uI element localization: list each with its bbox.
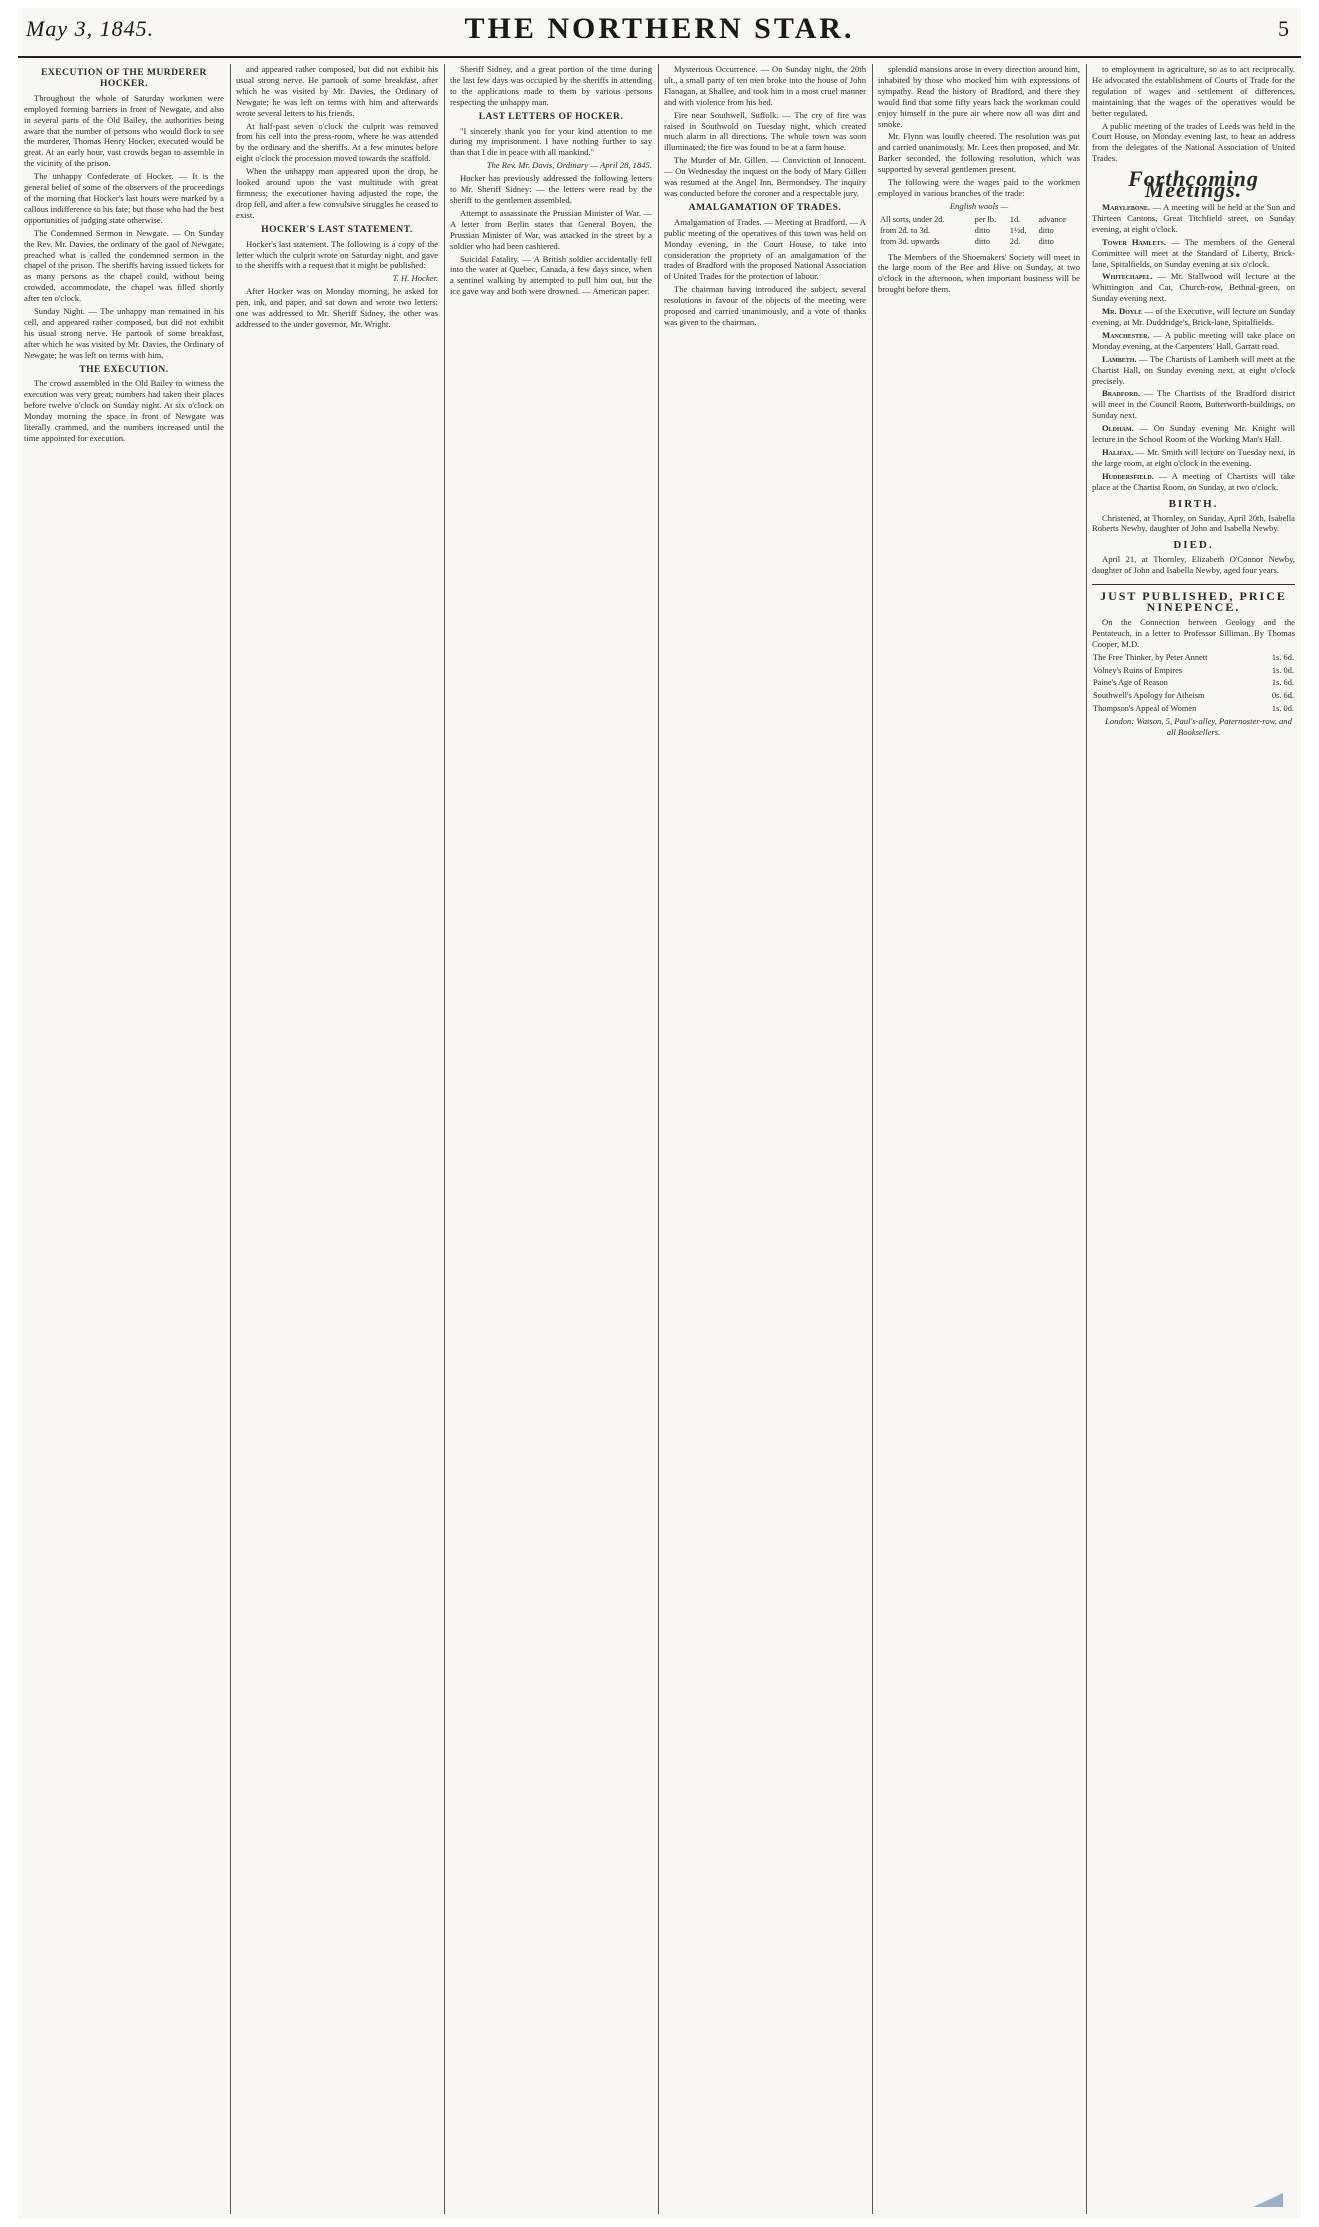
meeting-place: Lambeth. — [1102, 353, 1137, 364]
wage-table — [878, 215, 1080, 248]
newspaper-page — [18, 8, 1301, 2219]
meeting-place: Bradford. — [1102, 388, 1140, 399]
article-paragraph: to employment in agriculture, so as to act reciprocally. He advocated the establishment of Courts of Trade for the regulation of wages and settlement of differences, maintaining that the wages of the operatives would be better regulated. — [1092, 64, 1295, 118]
wage-cell-rate: ditto — [974, 236, 991, 246]
newspaper-title: THE NORTHERN STAR. — [464, 12, 855, 45]
advert-item — [1092, 652, 1295, 665]
article-paragraph: Attempt to assassinate the Prussian Minister of War. — A letter from Berlin states that General Boyen, the Prussian Minister of War, was attacked in the street by a soldier who had been cashiered. — [450, 207, 652, 251]
article-paragraph: Throughout the whole of Saturday workmen were employed forming barriers in front of Newgate, and also in several parts of the Old Bailey, the authorities being aware that the number of persons who would flock to see the murderer, Thomas Henry Hocker, executed would be great. At an early hour, vast crowds began to assemble in the vicinity of the prison. — [24, 92, 224, 169]
died-heading: DIED. — [1173, 539, 1214, 552]
meeting-notice: Lambeth. — The Chartists of Lambeth will meet at the Chartist Hall, on Sunday evening next, at eight o'clock precisely. — [1092, 353, 1295, 386]
meeting-place: Manchester. — [1102, 329, 1150, 340]
article-subheading: LAST LETTERS OF HOCKER. — [478, 111, 624, 122]
meeting-text: Mr. Stallwood will lecture at the Whittington and Cat, Church-row, Bethnal-green, on Sunday evening next. — [1092, 271, 1295, 304]
meeting-place: Oldham. — [1102, 423, 1134, 434]
article-subheading: THE EXECUTION. — [79, 364, 169, 375]
article-paragraph: splendid mansions arose in every direction around him, inhabited by those who mocked him with expressions of sympathy. Read the history of Bradford, and there they would find that some fifty years back the workman could enjoy himself in the pure air where now all was dirt and smoke. — [878, 64, 1080, 129]
meeting-text: Mr. Smith will lecture on Tuesday next, in the large room, at eight o'clock in the evening. — [1092, 447, 1295, 468]
wage-row — [878, 215, 1080, 226]
meeting-notice: Mr. Doyle — of the Executive, will lecture on Sunday evening, at Mr. Duddridge's, Brick-lane, Spitalfields. — [1092, 306, 1295, 328]
article-paragraph: Amalgamation of Trades. — Meeting at Bradford. — A public meeting of the operatives of this town was held on Monday evening, in the Court House, to take into consideration the propriety of an amalgamation of the trades of Bradford with the proposed National Association of United Trades for the protection of labour. — [664, 216, 866, 282]
article-paragraph: and appeared rather composed, but did not exhibit his usual strong nerve. He partook of some breakfast, after which he was visited by Mr. Davies, the Ordinary of Newgate; he was left on terms with him and afterwards wrote several letters to his friends. — [236, 64, 438, 118]
article-paragraph: Sunday Night. — The unhappy man remained in his cell, and appeared rather composed, but did not exhibit his usual strong nerve. He partook of some breakfast, after which he was visited by Mr. Davies, the Ordinary of Newgate; he was left on terms with him. — [24, 306, 224, 360]
article-subheading: AMALGAMATION OF TRADES. — [688, 202, 842, 213]
article-paragraph: Fire near Southwell, Suffolk. — The cry of fire was raised in Southwold on Tuesday night, which created much alarm in all directions. The whole town was soon illuminated; the fire was found to be at a farm house. — [664, 109, 866, 153]
advert-price-list — [1092, 652, 1295, 717]
meeting-notice: Marylebone. — A meeting will be held at the Sun and Thirteen Cantons, Great Titchfield street, on Sunday evening, at eight o'clock. — [1092, 201, 1295, 234]
meeting-text: A meeting will be held at the Sun and Thirteen Cantons, Great Titchfield street, on Sunday evening, at eight o'clock. — [1092, 201, 1295, 234]
wage-cell-advance: advance — [1038, 214, 1066, 224]
article-paragraph: The Murder of Mr. Gillen. — Conviction of Innocent. — On Wednesday the inquest on the body of Mary Gillen was resumed at the Angel Inn, Bermondsey. The inquiry was conducted before the coroner and a respectable jury. — [664, 155, 866, 198]
column-rule — [1086, 64, 1087, 2214]
column-5 — [878, 64, 1080, 2214]
column-6 — [1092, 64, 1295, 2214]
advert-item-price: 1s. 0d. — [1271, 704, 1294, 714]
letter-signoff: T. H. Hocker. — [392, 273, 438, 284]
advert-item-price: 1s. 6d. — [1271, 652, 1294, 662]
article-paragraph: Sheriff Sidney, and a great portion of the time during the last few days was occupied by the sheriffs in attending to the applications made to them by various persons respecting the unhappy man. — [450, 64, 652, 107]
issue-date: May 3, 1845. — [26, 16, 155, 41]
meeting-place: Mr. Doyle — [1102, 306, 1143, 317]
article-paragraph: Mr. Flynn was loudly cheered. The resolution was put and carried unanimously. Mr. Lees then proposed, and Mr. Barker seconded, the following resolution, which was supported by several gentlemen present. — [878, 131, 1080, 175]
advert-item — [1092, 665, 1295, 678]
meetings-list — [1092, 202, 1295, 493]
meeting-text: A public meeting will take place on Monday evening, at the Carpenters' Hall, Garratt road. — [1092, 329, 1295, 351]
letter-signature: The Rev. Mr. Davis, Ordinary — April 28, 1845. — [486, 160, 652, 171]
advert-item-price: 1s. 0d. — [1271, 665, 1294, 675]
birth-notice: Christened, at Thornley, on Sunday, April 20th, Isabella Roberts Newby, daughter of John and Isabella Newby. — [1092, 512, 1295, 534]
article-subheading: HOCKER'S LAST STATEMENT. — [261, 224, 413, 235]
forthcoming-meetings-title: Forthcoming Meetings. — [1128, 166, 1259, 203]
meeting-notice: Whitechapel. — Mr. Stallwood will lecture at the Whittington and Cat, Church-row, Bethnal-green, on Sunday evening next. — [1092, 271, 1295, 304]
article-paragraph: When the unhappy man appeared upon the drop, he looked around upon the vast multitude with great firmness; the executioner having adjusted the rope, the drop fell, and after a few convulsive struggles he ceased to exist. — [236, 166, 438, 220]
page-number: 5 — [1278, 16, 1289, 41]
advert-item-name: The Free Thinker, by Peter Annett — [1093, 652, 1208, 662]
meeting-notice: Tower Hamlets. — The members of the General Committee will meet at the Standard of Liberty, Brick-lane, Spitalfields, on Sunday evening at six o'clock. — [1092, 236, 1295, 269]
column-rule — [658, 64, 659, 2214]
meeting-text: of the Executive, will lecture on Sunday evening, at Mr. Duddridge's, Brick-lane, Spitalfields. — [1092, 306, 1295, 328]
article-paragraph: Suicidal Fatality. — A British soldier accidentally fell into the water at Quebec, Canada, a few days since, when a sentinel walking by attempted to pull him out, but the ice gave way and both were drowned. — American paper. — [450, 253, 652, 297]
masthead — [18, 8, 1301, 58]
article-paragraph: Hocker has previously addressed the following letters to Mr. Sheriff Sidney: — the letters were read by the sheriff to the gentlemen assembled. — [450, 173, 652, 205]
column-3 — [450, 64, 652, 2214]
meeting-notice: Oldham. — On Sunday evening Mr. Knight will lecture in the School Room of the Working Man's Hall. — [1092, 423, 1295, 445]
wage-table-caption: English wools — — [949, 200, 1009, 211]
wage-cell-advance: ditto — [1038, 236, 1054, 246]
meeting-text: The members of the General Committee will meet at the Standard of Liberty, Brick-lane, Spitalfields, on Sunday evening at six o'clock. — [1092, 236, 1295, 269]
meeting-text: The Chartists of the Bradford district will meet in the Council Room, Butterworth-buildings, on Sunday next. — [1092, 388, 1295, 421]
article-paragraph: The unhappy Confederate of Hocker. — It is the general belief of some of the observers of the proceedings of the morning that Hocker's last hours were marked by a callous indifference to his fate; but those who had the best opportunities of judging state otherwise. — [24, 171, 224, 225]
advert-publisher: London: Watson, 5, Paul's-alley, Paternoster-row, and all Booksellers. — [1105, 716, 1292, 738]
wage-row — [878, 226, 1080, 237]
wage-cell-amount: 2d. — [1009, 236, 1021, 246]
article-paragraph: Hocker's last statement. The following is a copy of the letter which the culprit wrote on Saturday night, and gave to the sheriffs with a request that it might be published: — [236, 238, 438, 271]
birth-heading: BIRTH. — [1168, 497, 1219, 510]
advert-subtitle: On the Connection between Geology and the Pentateuch, in a letter to Professor Silliman. By Thomas Cooper, M.D. — [1092, 616, 1295, 649]
article-paragraph: Mysterious Occurrence. — On Sunday night, the 20th ult., a small party of ten men broke into the house of John Flanagan, at Shallee, and took him in a most cruel manner and with violence from his bed. — [664, 64, 866, 107]
advert-item-name: Paine's Age of Reason — [1093, 678, 1168, 688]
column-2 — [236, 64, 438, 2214]
article-paragraph: The following were the wages paid to the workmen employed in various branches of the trade: — [878, 177, 1080, 198]
column-4 — [664, 64, 866, 2214]
article-paragraph: After Hocker was on Monday morning, he asked for pen, ink, and paper, and sat down and wrote two letters: one was addressed to Mr. Sheriff Sidney, the other was addressed to the under governor, Mr. Wright. — [236, 286, 438, 329]
advert-item-price: 1s. 6d. — [1271, 678, 1294, 688]
article-paragraph: The crowd assembled in the Old Bailey to witness the execution was very great; numbers had taken their places before twelve o'clock on Sunday night. At six o'clock on Monday morning the space in front of Newgate was literally crammed, and the numbers increased until the time appointed for execution. — [24, 378, 224, 443]
meeting-place: Tower Hamlets. — [1102, 236, 1167, 247]
wage-cell-rate: ditto — [974, 225, 991, 235]
meeting-text: The Chartists of Lambeth will meet at the Chartist Hall, on Sunday evening next, at eight o'clock precisely. — [1092, 353, 1295, 386]
advert-item-price: 0s. 6d. — [1271, 691, 1294, 701]
wage-cell-sort: All sorts, under 2d. — [880, 214, 945, 224]
meeting-place: Whitechapel. — [1102, 271, 1153, 282]
wage-cell-rate: per lb. — [974, 214, 997, 224]
meeting-text: A meeting of Chartists will take place at the Chartist Room, on Sunday, at two o'clock. — [1092, 470, 1295, 492]
article-paragraph: The Members of the Shoemakers' Society will meet in the large room of the Bee and Hive on Sunday, at two o'clock in the afternoon, when important business will be brought before them. — [878, 251, 1080, 295]
advert-title: JUST PUBLISHED, PRICE NINEPENCE. — [1092, 584, 1295, 613]
advert-item — [1092, 690, 1295, 703]
advert-item-name: Southwell's Apology for Atheism — [1093, 691, 1205, 701]
advert-item-name: Volney's Ruins of Empires — [1093, 665, 1183, 675]
meeting-notice: Halifax. — Mr. Smith will lecture on Tuesday next, in the large room, at eight o'clock in the evening. — [1092, 447, 1295, 468]
wage-cell-sort: from 2d. to 3d. — [880, 225, 931, 235]
wage-row — [878, 237, 1080, 248]
meeting-notice: Bradford. — The Chartists of the Bradford district will meet in the Council Room, Butterworth-buildings, on Sunday next. — [1092, 388, 1295, 421]
meeting-notice: Huddersfield. — A meeting of Chartists will take place at the Chartist Room, on Sunday, at two o'clock. — [1092, 470, 1295, 492]
wage-cell-amount: 1d. — [1009, 214, 1021, 224]
advert-item — [1092, 703, 1295, 716]
article-heading: EXECUTION OF THE MURDERER HOCKER. — [41, 68, 207, 89]
wage-cell-amount: 1½d. — [1009, 225, 1027, 235]
article-columns — [18, 64, 1301, 2214]
meeting-notice: Manchester. — A public meeting will take place on Monday evening, at the Carpenters' Hall, Garratt road. — [1092, 329, 1295, 351]
death-notice: April 21, at Thornley, Elizabeth O'Connor Newby, daughter of John and Isabella Newby, aged four years. — [1092, 554, 1295, 576]
wage-cell-sort: from 3d. upwards — [880, 236, 940, 246]
column-1 — [24, 64, 224, 2214]
article-paragraph: At half-past seven o'clock the culprit was removed from his cell into the press-room, where he was attended by the ordinary and the sheriffs. At a few minutes before eight o'clock the procession moved towards the scaffold. — [236, 120, 438, 164]
article-paragraph: A public meeting of the trades of Leeds was held in the Court House, on Monday evening last, to hear an address from the delegates of the National Association of United Trades. — [1092, 120, 1295, 164]
article-paragraph: The chairman having introduced the subject, several resolutions in favour of the objects of the meeting were proposed and carried unanimously, and a vote of thanks was given to the chairman. — [664, 284, 866, 327]
column-rule — [444, 64, 445, 2214]
wage-cell-advance: ditto — [1038, 225, 1054, 235]
column-rule — [872, 64, 873, 2214]
meeting-place: Halifax. — [1102, 447, 1134, 457]
article-paragraph: "I sincerely thank you for your kind attention to me during my imprisonment. I have nothing further to say than that I die in peace with all mankind." — [450, 125, 652, 158]
article-paragraph: The Condemned Sermon in Newgate. — On Sunday the Rev. Mr. Davies, the ordinary of the gaol of Newgate, preached what is called the condemned sermon in the chapel of the prison. The sheriffs having issued tickets for as many persons as the chapel could, without being crowded, accommodate, the chapel was filled shortly after ten o'clock. — [24, 227, 224, 304]
advert-item — [1092, 677, 1295, 690]
meeting-text: On Sunday evening Mr. Knight will lecture in the School Room of the Working Man's Hall. — [1092, 423, 1295, 445]
meeting-place: Huddersfield. — [1102, 470, 1154, 481]
meeting-place: Marylebone. — [1102, 201, 1151, 212]
column-rule — [230, 64, 231, 2214]
advert-item-name: Thompson's Appeal of Women — [1093, 704, 1197, 714]
